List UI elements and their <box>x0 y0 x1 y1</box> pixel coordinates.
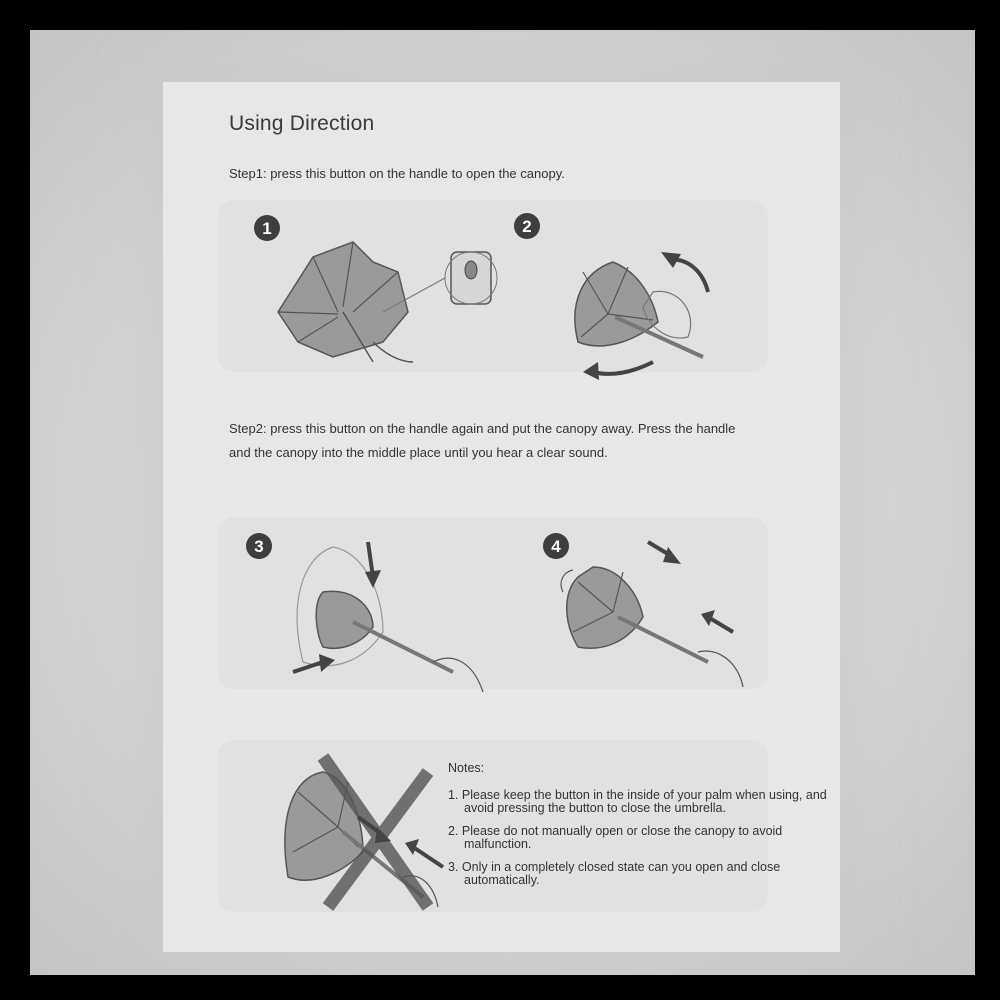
umbrella-closing-illustration <box>223 522 503 692</box>
backdrop <box>30 30 975 975</box>
instruction-sheet <box>163 82 840 952</box>
figure-number: 2 <box>522 217 532 236</box>
page-title: Using Direction <box>229 112 375 135</box>
note-item: 2. Please do not manually open or close the canopy to avoid malfunction. <box>448 824 783 851</box>
figure-number: 1 <box>262 219 272 238</box>
note-item: 3. Only in a completely closed state can you open and close automatically. <box>448 860 781 887</box>
figure-number: 3 <box>254 537 264 556</box>
wrong-usage-illustration <box>253 747 453 912</box>
step2-text-line2: and the canopy into the middle place until you hear a clear sound. <box>229 445 608 460</box>
umbrella-opening-illustration <box>223 202 503 372</box>
notes-block <box>448 762 838 897</box>
notes-heading: Notes: <box>448 761 485 775</box>
step2-text-line1: Step2: press this button on the handle again and put the canopy away. Press the handle <box>229 421 736 436</box>
figure-number: 4 <box>551 537 561 556</box>
step1-text: Step1: press this button on the handle to open the canopy. <box>229 166 565 181</box>
note-item: 1. Please keep the button in the inside of your palm when using, and avoid pressing the button to close the umbrella. <box>448 788 827 815</box>
umbrella-open-illustration <box>503 202 763 372</box>
umbrella-press-closed-illustration <box>503 522 763 692</box>
